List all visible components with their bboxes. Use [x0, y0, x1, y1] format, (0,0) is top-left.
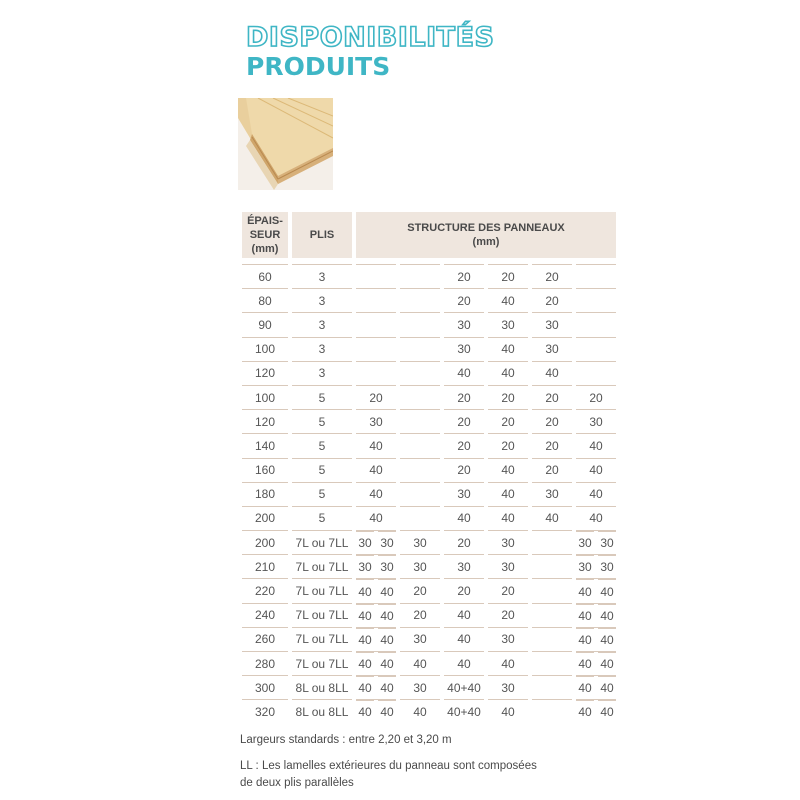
plies-cell: 3 — [292, 312, 352, 336]
layer-value: 40 — [576, 604, 594, 627]
structure-cell — [576, 675, 616, 699]
structure-cell — [532, 530, 572, 554]
structure-cell: 20 — [400, 603, 440, 627]
structure-cell: 20 — [532, 409, 572, 433]
plies-cell: 8L ou 8LL — [292, 699, 352, 723]
table-row — [242, 482, 616, 506]
thickness-cell: 140 — [242, 433, 288, 457]
structure-cell — [356, 312, 396, 336]
structure-cell: 20 — [488, 603, 528, 627]
panel-structure-table — [238, 212, 620, 724]
structure-cell — [576, 554, 616, 578]
layer-value: 40 — [356, 604, 374, 627]
structure-cell: 40+40 — [444, 699, 484, 723]
structure-cell: 40 — [444, 361, 484, 385]
structure-cell — [400, 433, 440, 457]
plies-cell: 5 — [292, 482, 352, 506]
structure-cell: 40 — [488, 458, 528, 482]
structure-cell: 20 — [488, 264, 528, 288]
thickness-cell: 210 — [242, 554, 288, 578]
structure-cell — [400, 482, 440, 506]
structure-cell — [532, 603, 572, 627]
layer-value: 40 — [598, 604, 616, 627]
structure-cell — [400, 506, 440, 530]
layer-value: 40 — [576, 652, 594, 675]
layer-value: 30 — [576, 555, 594, 578]
structure-cell: 20 — [488, 409, 528, 433]
structure-cell: 30 — [532, 482, 572, 506]
thickness-cell: 100 — [242, 337, 288, 361]
plies-cell: 3 — [292, 288, 352, 312]
structure-cell: 40 — [400, 651, 440, 675]
layer-value: 30 — [378, 531, 396, 554]
structure-cell: 20 — [444, 530, 484, 554]
structure-cell: 20 — [532, 385, 572, 409]
structure-cell: 20 — [576, 385, 616, 409]
layer-value: 30 — [598, 531, 616, 554]
structure-cell — [532, 651, 572, 675]
structure-cell: 40 — [444, 627, 484, 651]
structure-cell: 30 — [444, 482, 484, 506]
structure-cell: 30 — [444, 312, 484, 336]
structure-cell — [576, 699, 616, 723]
structure-cell — [576, 288, 616, 312]
structure-cell: 40 — [488, 699, 528, 723]
structure-cell: 40 — [576, 506, 616, 530]
structure-cell: 20 — [488, 385, 528, 409]
structure-cell: 40 — [488, 482, 528, 506]
structure-cell: 20 — [444, 433, 484, 457]
table-row — [242, 433, 616, 457]
thickness-cell: 120 — [242, 409, 288, 433]
plies-cell: 7L ou 7LL — [292, 578, 352, 602]
structure-cell: 20 — [356, 385, 396, 409]
structure-cell: 40 — [488, 651, 528, 675]
layer-value: 40 — [576, 628, 594, 651]
structure-cell: 40 — [488, 288, 528, 312]
structure-cell: 40 — [444, 506, 484, 530]
structure-cell: 20 — [532, 264, 572, 288]
thickness-cell: 300 — [242, 675, 288, 699]
plies-cell: 7L ou 7LL — [292, 651, 352, 675]
thickness-cell: 200 — [242, 506, 288, 530]
structure-cell: 40 — [400, 699, 440, 723]
layer-value: 40 — [598, 579, 616, 602]
structure-cell — [356, 578, 396, 602]
plies-cell: 7L ou 7LL — [292, 530, 352, 554]
structure-cell — [400, 409, 440, 433]
structure-cell — [532, 554, 572, 578]
structure-cell: 40+40 — [444, 675, 484, 699]
structure-cell — [400, 337, 440, 361]
note-standard-widths: Largeurs standards : entre 2,20 et 3,20 m — [240, 734, 452, 746]
structure-cell — [532, 627, 572, 651]
structure-cell: 30 — [488, 554, 528, 578]
thickness-cell: 320 — [242, 699, 288, 723]
structure-cell — [356, 264, 396, 288]
table-row — [242, 651, 616, 675]
layer-value: 40 — [378, 676, 396, 699]
structure-cell: 30 — [576, 409, 616, 433]
structure-cell: 40 — [576, 482, 616, 506]
table-row — [242, 337, 616, 361]
structure-cell: 30 — [400, 530, 440, 554]
table-row — [242, 361, 616, 385]
table-row — [242, 312, 616, 336]
layer-value: 30 — [598, 555, 616, 578]
structure-cell — [576, 337, 616, 361]
structure-cell — [400, 458, 440, 482]
structure-cell: 40 — [356, 433, 396, 457]
thickness-cell: 60 — [242, 264, 288, 288]
structure-cell — [400, 385, 440, 409]
structure-cell — [356, 288, 396, 312]
plies-cell: 8L ou 8LL — [292, 675, 352, 699]
structure-cell — [532, 699, 572, 723]
thickness-cell: 240 — [242, 603, 288, 627]
structure-cell: 20 — [444, 264, 484, 288]
structure-cell — [400, 288, 440, 312]
layer-value: 30 — [378, 555, 396, 578]
structure-cell: 20 — [488, 578, 528, 602]
structure-cell — [356, 554, 396, 578]
structure-cell: 30 — [532, 337, 572, 361]
structure-cell — [576, 530, 616, 554]
structure-cell: 40 — [488, 506, 528, 530]
structure-cell: 30 — [444, 554, 484, 578]
structure-cell: 40 — [488, 337, 528, 361]
structure-cell: 40 — [532, 506, 572, 530]
layer-value: 40 — [356, 700, 374, 723]
layer-value: 40 — [576, 579, 594, 602]
layer-value: 40 — [378, 628, 396, 651]
structure-cell — [356, 651, 396, 675]
layer-value: 40 — [378, 652, 396, 675]
structure-cell: 40 — [488, 361, 528, 385]
plies-cell: 5 — [292, 458, 352, 482]
structure-cell: 20 — [532, 458, 572, 482]
thickness-cell: 260 — [242, 627, 288, 651]
thickness-cell: 220 — [242, 578, 288, 602]
structure-cell — [576, 312, 616, 336]
layer-value: 40 — [576, 700, 594, 723]
plies-cell: 3 — [292, 337, 352, 361]
layer-value: 40 — [378, 700, 396, 723]
layer-value: 40 — [576, 676, 594, 699]
table-row — [242, 699, 616, 723]
structure-cell: 30 — [400, 554, 440, 578]
structure-cell: 20 — [444, 385, 484, 409]
structure-cell: 20 — [444, 288, 484, 312]
structure-cell — [356, 675, 396, 699]
plies-cell: 7L ou 7LL — [292, 603, 352, 627]
layer-value: 30 — [576, 531, 594, 554]
table-row — [242, 409, 616, 433]
layer-value: 40 — [598, 652, 616, 675]
header-plies: PLIS — [292, 212, 352, 258]
structure-cell: 20 — [444, 409, 484, 433]
structure-cell: 30 — [400, 675, 440, 699]
table-row — [242, 554, 616, 578]
structure-cell: 20 — [444, 458, 484, 482]
structure-cell — [532, 675, 572, 699]
structure-cell: 40 — [576, 458, 616, 482]
structure-cell: 40 — [356, 506, 396, 530]
structure-cell: 20 — [488, 433, 528, 457]
plies-cell: 7L ou 7LL — [292, 554, 352, 578]
structure-cell — [576, 578, 616, 602]
structure-cell — [576, 361, 616, 385]
structure-cell — [532, 578, 572, 602]
thickness-cell: 160 — [242, 458, 288, 482]
structure-cell — [356, 603, 396, 627]
structure-cell: 20 — [400, 578, 440, 602]
table-row — [242, 506, 616, 530]
structure-cell — [576, 603, 616, 627]
plies-cell: 5 — [292, 506, 352, 530]
layer-value: 40 — [378, 604, 396, 627]
table-row — [242, 385, 616, 409]
thickness-cell: 90 — [242, 312, 288, 336]
layer-value: 30 — [356, 555, 374, 578]
structure-cell: 20 — [532, 288, 572, 312]
structure-cell: 20 — [532, 433, 572, 457]
layer-value: 40 — [356, 628, 374, 651]
title-line-1: DISPONIBILITÉS — [246, 22, 495, 53]
structure-cell — [356, 530, 396, 554]
layer-value: 40 — [598, 700, 616, 723]
layer-value: 40 — [356, 579, 374, 602]
table-body — [242, 264, 616, 724]
plies-cell: 7L ou 7LL — [292, 627, 352, 651]
structure-cell — [400, 361, 440, 385]
structure-cell: 40 — [356, 482, 396, 506]
structure-cell — [400, 312, 440, 336]
structure-cell — [576, 264, 616, 288]
structure-cell: 20 — [444, 578, 484, 602]
structure-cell: 30 — [356, 409, 396, 433]
plywood-panel-photo — [238, 98, 333, 190]
structure-cell — [356, 627, 396, 651]
thickness-cell: 280 — [242, 651, 288, 675]
plies-cell: 3 — [292, 361, 352, 385]
structure-cell: 30 — [488, 627, 528, 651]
structure-cell: 40 — [444, 651, 484, 675]
layer-value: 30 — [356, 531, 374, 554]
structure-cell — [356, 337, 396, 361]
structure-cell — [576, 651, 616, 675]
title-line-2: PRODUITS — [246, 52, 391, 81]
structure-cell: 30 — [488, 530, 528, 554]
header-structure: STRUCTURE DES PANNEAUX (mm) — [356, 212, 616, 258]
plies-cell: 3 — [292, 264, 352, 288]
layer-value: 40 — [356, 652, 374, 675]
structure-cell: 30 — [444, 337, 484, 361]
layer-value: 40 — [598, 676, 616, 699]
structure-cell: 40 — [356, 458, 396, 482]
structure-cell — [356, 361, 396, 385]
structure-cell — [400, 264, 440, 288]
table-row — [242, 603, 616, 627]
plies-cell: 5 — [292, 385, 352, 409]
structure-cell: 40 — [444, 603, 484, 627]
structure-cell: 40 — [532, 361, 572, 385]
plies-cell: 5 — [292, 433, 352, 457]
table-row — [242, 675, 616, 699]
table-row — [242, 627, 616, 651]
table-row — [242, 264, 616, 288]
layer-value: 40 — [378, 579, 396, 602]
table-row — [242, 288, 616, 312]
thickness-cell: 180 — [242, 482, 288, 506]
plies-cell: 5 — [292, 409, 352, 433]
layer-value: 40 — [598, 628, 616, 651]
thickness-cell: 80 — [242, 288, 288, 312]
structure-cell: 30 — [532, 312, 572, 336]
thickness-cell: 120 — [242, 361, 288, 385]
thickness-cell: 200 — [242, 530, 288, 554]
structure-cell: 30 — [400, 627, 440, 651]
structure-cell — [576, 627, 616, 651]
table-row — [242, 578, 616, 602]
thickness-cell: 100 — [242, 385, 288, 409]
table-row — [242, 530, 616, 554]
structure-cell: 30 — [488, 675, 528, 699]
header-thickness: ÉPAIS- SEUR (mm) — [242, 212, 288, 258]
note-ll-definition: LL : Les lamelles extérieures du panneau sont composées de deux plis parallèles — [240, 760, 537, 789]
layer-value: 40 — [356, 676, 374, 699]
structure-cell: 40 — [576, 433, 616, 457]
table-row — [242, 458, 616, 482]
structure-cell: 30 — [488, 312, 528, 336]
structure-cell — [356, 699, 396, 723]
